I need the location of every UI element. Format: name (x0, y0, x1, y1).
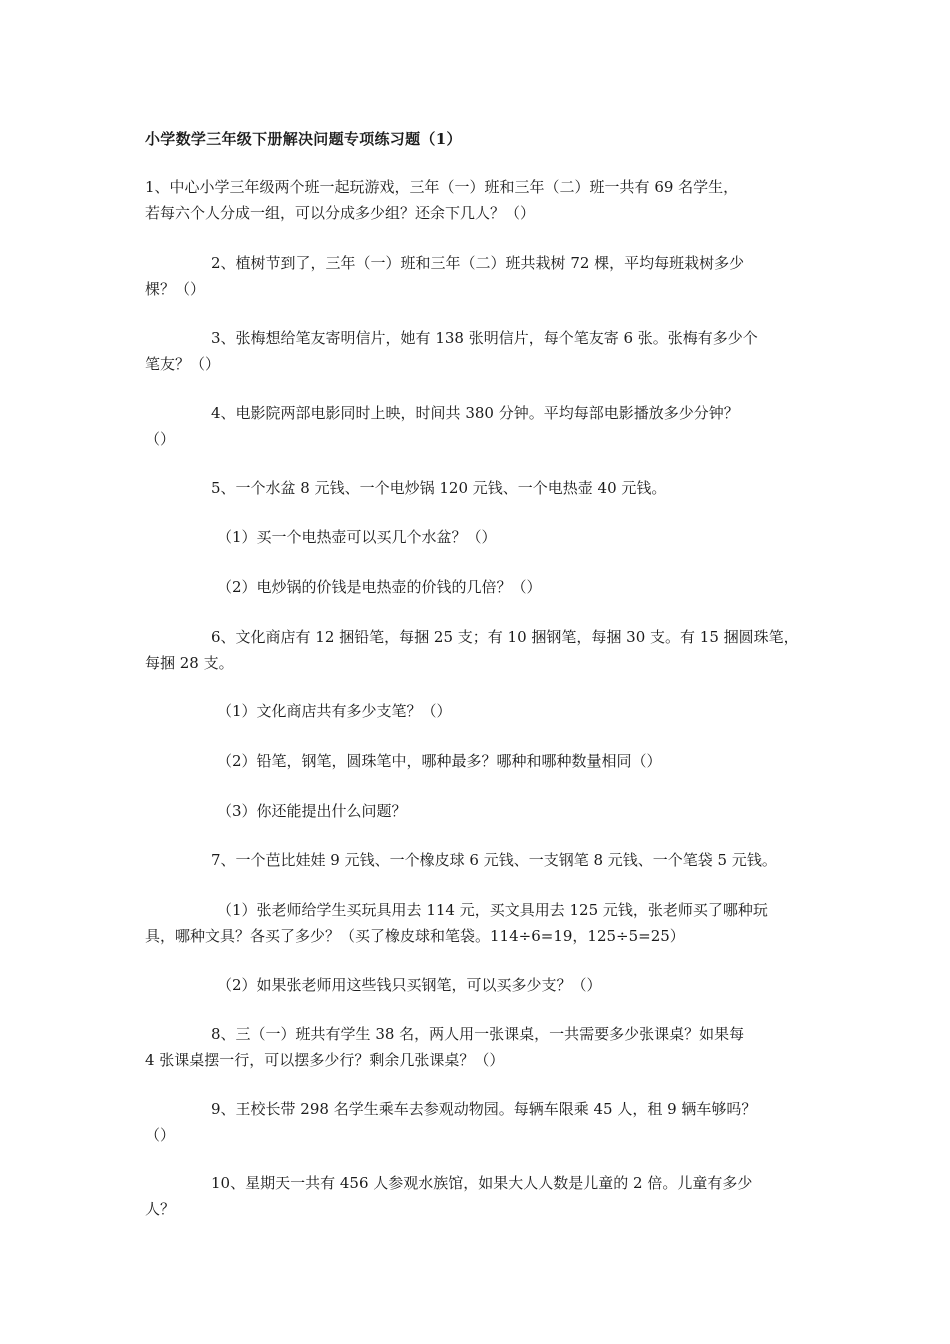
question-9 (145, 1096, 825, 1148)
question-5 (145, 475, 825, 501)
question-line: 10、星期天一共有 456 人参观水族馆，如果大人人数是儿童的 2 倍。儿童有多少 (211, 1174, 753, 1192)
question-line: 1、中心小学三年级两个班一起玩游戏，三年（一）班和三年（二）班一共有 69 名学生， (145, 178, 739, 196)
question-line: （1）文化商店共有多少支笔？（） (217, 702, 452, 720)
question-line: （2）如果张老师用这些钱只买钢笔，可以买多少支？（） (217, 976, 602, 994)
question-5-sub-1 (145, 524, 825, 550)
question-6-sub-2 (145, 748, 825, 774)
question-4 (145, 400, 825, 452)
question-7-sub-2 (145, 972, 825, 998)
question-6-sub-3 (145, 798, 825, 824)
question-line: 2、植树节到了，三年（一）班和三年（二）班共栽树 72 棵，平均每班栽树多少 (211, 254, 745, 272)
question-6 (145, 624, 825, 676)
question-8 (145, 1021, 825, 1073)
question-line: （1）张老师给学生买玩具用去 114 元，买文具用去 125 元钱，张老师买了哪种玩 (217, 901, 768, 919)
question-10 (145, 1170, 825, 1222)
question-line: （） (145, 430, 176, 448)
question-7-sub-1 (145, 897, 825, 949)
question-line: （3）你还能提出什么问题？ (217, 802, 407, 820)
question-line: 具，哪种文具？各买了多少？（买了橡皮球和笔袋。114÷6=19，125÷5=25） (145, 927, 685, 945)
question-line: 6、文化商店有 12 捆铅笔，每捆 25 支；有 10 捆钢笔，每捆 30 支。有 15 捆圆珠笔， (211, 628, 799, 646)
question-line: 5、一个水盆 8 元钱、一个电炒锅 120 元钱、一个电热壶 40 元钱。 (211, 479, 667, 497)
question-6-sub-1 (145, 698, 825, 724)
document-title: 小学数学三年级下册解决问题专项练习题（1） (145, 130, 462, 148)
question-line: （） (145, 1126, 176, 1144)
question-3 (145, 325, 825, 377)
question-line: （1）买一个电热壶可以买几个水盆？（） (217, 528, 497, 546)
question-line: 3、张梅想给笔友寄明信片，她有 138 张明信片，每个笔友寄 6 张。张梅有多少个 (211, 329, 758, 347)
question-line: 4 张课桌摆一行，可以摆多少行？剩余几张课桌？（） (145, 1051, 505, 1069)
question-7 (145, 847, 825, 873)
question-line: 若每六个人分成一组，可以分成多少组？还余下几人？（） (145, 204, 536, 222)
question-line: 4、电影院两部电影同时上映，时间共 380 分钟。平均每部电影播放多少分钟？ (211, 404, 739, 422)
question-2 (145, 250, 825, 302)
question-line: 人？ (145, 1200, 176, 1218)
question-line: （2）铅笔，钢笔，圆珠笔中，哪种最多？哪种和哪种数量相同（） (217, 752, 662, 770)
question-line: 棵？（） (145, 280, 206, 298)
question-line: 每捆 28 支。 (145, 654, 234, 672)
question-line: 笔友？（） (145, 355, 221, 373)
question-line: 7、一个芭比娃娃 9 元钱、一个橡皮球 6 元钱、一支钢笔 8 元钱、一个笔袋 5 元钱。 (211, 851, 777, 869)
question-line: 8、三（一）班共有学生 38 名，两人用一张课桌，一共需要多少张课桌？如果每 (211, 1025, 745, 1043)
question-1 (145, 174, 825, 226)
question-5-sub-2 (145, 574, 825, 600)
question-line: （2）电炒锅的价钱是电热壶的价钱的几倍？（） (217, 578, 542, 596)
question-line: 9、王校长带 298 名学生乘车去参观动物园。每辆车限乘 45 人，租 9 辆车够吗？ (211, 1100, 757, 1118)
